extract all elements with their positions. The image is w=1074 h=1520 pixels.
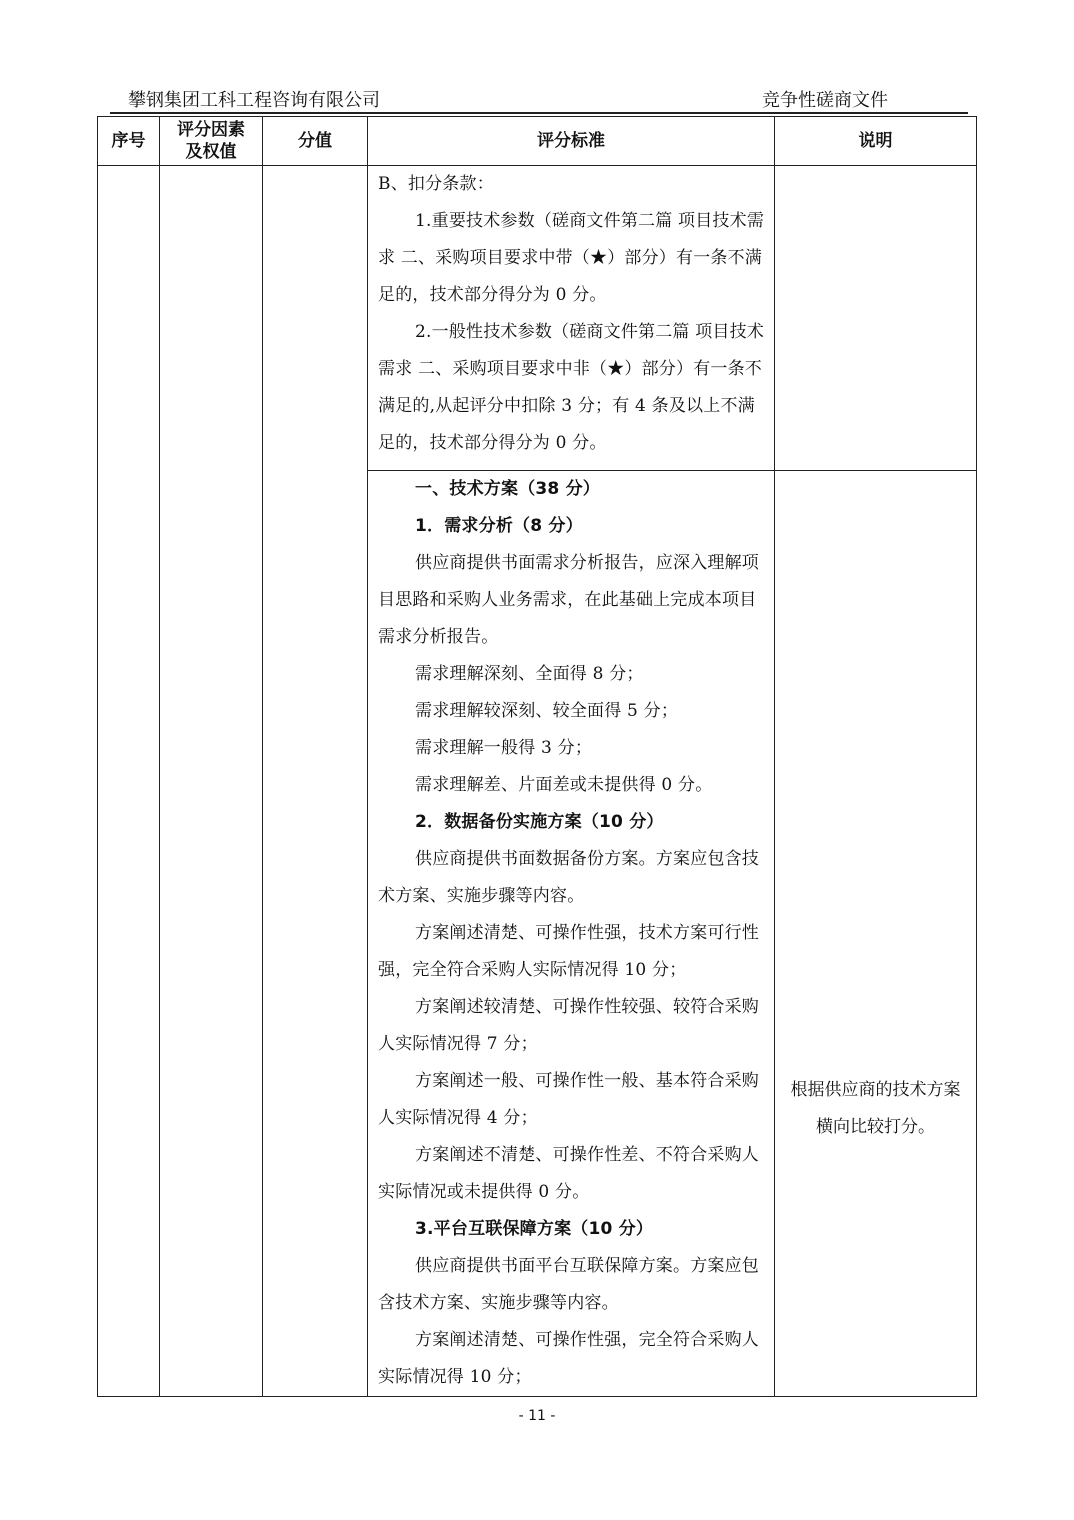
standard-heading: 2．数据备份实施方案（10 分） [415, 812, 664, 832]
page-number: - 11 - [518, 1408, 556, 1424]
scoring-table [97, 116, 977, 1397]
cell-score [263, 166, 368, 1397]
col-header-factor [160, 117, 263, 166]
col-header-factor-line2: 及权值 [185, 142, 237, 162]
standard-paragraph: 需求理解较深刻、较全面得 5 分； [415, 701, 679, 721]
header-doc-type: 竞争性磋商文件 [762, 90, 888, 111]
standard-text [368, 471, 774, 1396]
cell-note [775, 471, 977, 1397]
standard-paragraph: 2.一般性技术参数（磋商文件第二篇 项目技术需求 二、采购项目要求中非（★）部分）有一条不满足的,从起评分中扣除 3 分；有 4 条及以上不满足的，技术部分得分为 0 分。 [378, 322, 765, 453]
standard-paragraph: B、扣分条款： [378, 174, 494, 194]
standard-heading: 1．需求分析（8 分） [415, 516, 583, 536]
table-header-row [98, 117, 977, 166]
standard-paragraph: 方案阐述一般、可操作性一般、基本符合采购人实际情况得 4 分； [378, 1071, 759, 1128]
table-row [98, 166, 977, 471]
col-header-index: 序号 [98, 117, 160, 166]
standard-text [368, 166, 774, 462]
standard-paragraph: 方案阐述清楚、可操作性强，技术方案可行性强，完全符合采购人实际情况得 10 分； [378, 923, 759, 980]
standard-paragraph: 方案阐述不清楚、可操作性差、不符合采购人实际情况或未提供得 0 分。 [378, 1145, 759, 1202]
col-header-standard: 评分标准 [368, 117, 775, 166]
cell-note [775, 166, 977, 471]
standard-heading: 一、技术方案（38 分） [415, 479, 600, 499]
standard-paragraph: 方案阐述较清楚、可操作性较强、较符合采购人实际情况得 7 分； [378, 997, 759, 1054]
standard-paragraph: 供应商提供书面需求分析报告，应深入理解项目思路和采购人业务需求，在此基础上完成本项目需求分析报告。 [378, 553, 759, 647]
cell-index [98, 166, 160, 1397]
col-header-note: 说明 [775, 117, 977, 166]
standard-paragraph: 方案阐述清楚、可操作性强，完全符合采购人实际情况得 10 分； [378, 1330, 759, 1387]
note-text: 根据供应商的技术方案横向比较打分。 [790, 1079, 961, 1137]
standard-paragraph: 1.重要技术参数（磋商文件第二篇 项目技术需求 二、采购项目要求中带（★）部分）有一条不满足的，技术部分得分为 0 分。 [378, 211, 765, 305]
col-header-factor-line1: 评分因素 [177, 120, 245, 140]
standard-paragraph: 需求理解深刻、全面得 8 分； [415, 664, 644, 684]
standard-paragraph: 需求理解一般得 3 分； [415, 738, 593, 758]
standard-heading: 3.平台互联保障方案（10 分） [415, 1219, 654, 1239]
standard-paragraph: 需求理解差、片面差或未提供得 0 分。 [415, 775, 713, 795]
cell-standard [368, 166, 775, 471]
cell-factor [160, 166, 263, 1397]
header-rule [110, 112, 968, 114]
header-company: 攀钢集团工科工程咨询有限公司 [128, 90, 380, 111]
col-header-score: 分值 [263, 117, 368, 166]
standard-paragraph: 供应商提供书面平台互联保障方案。方案应包含技术方案、实施步骤等内容。 [378, 1256, 759, 1313]
cell-standard [368, 471, 775, 1397]
standard-paragraph: 供应商提供书面数据备份方案。方案应包含技术方案、实施步骤等内容。 [378, 849, 759, 906]
